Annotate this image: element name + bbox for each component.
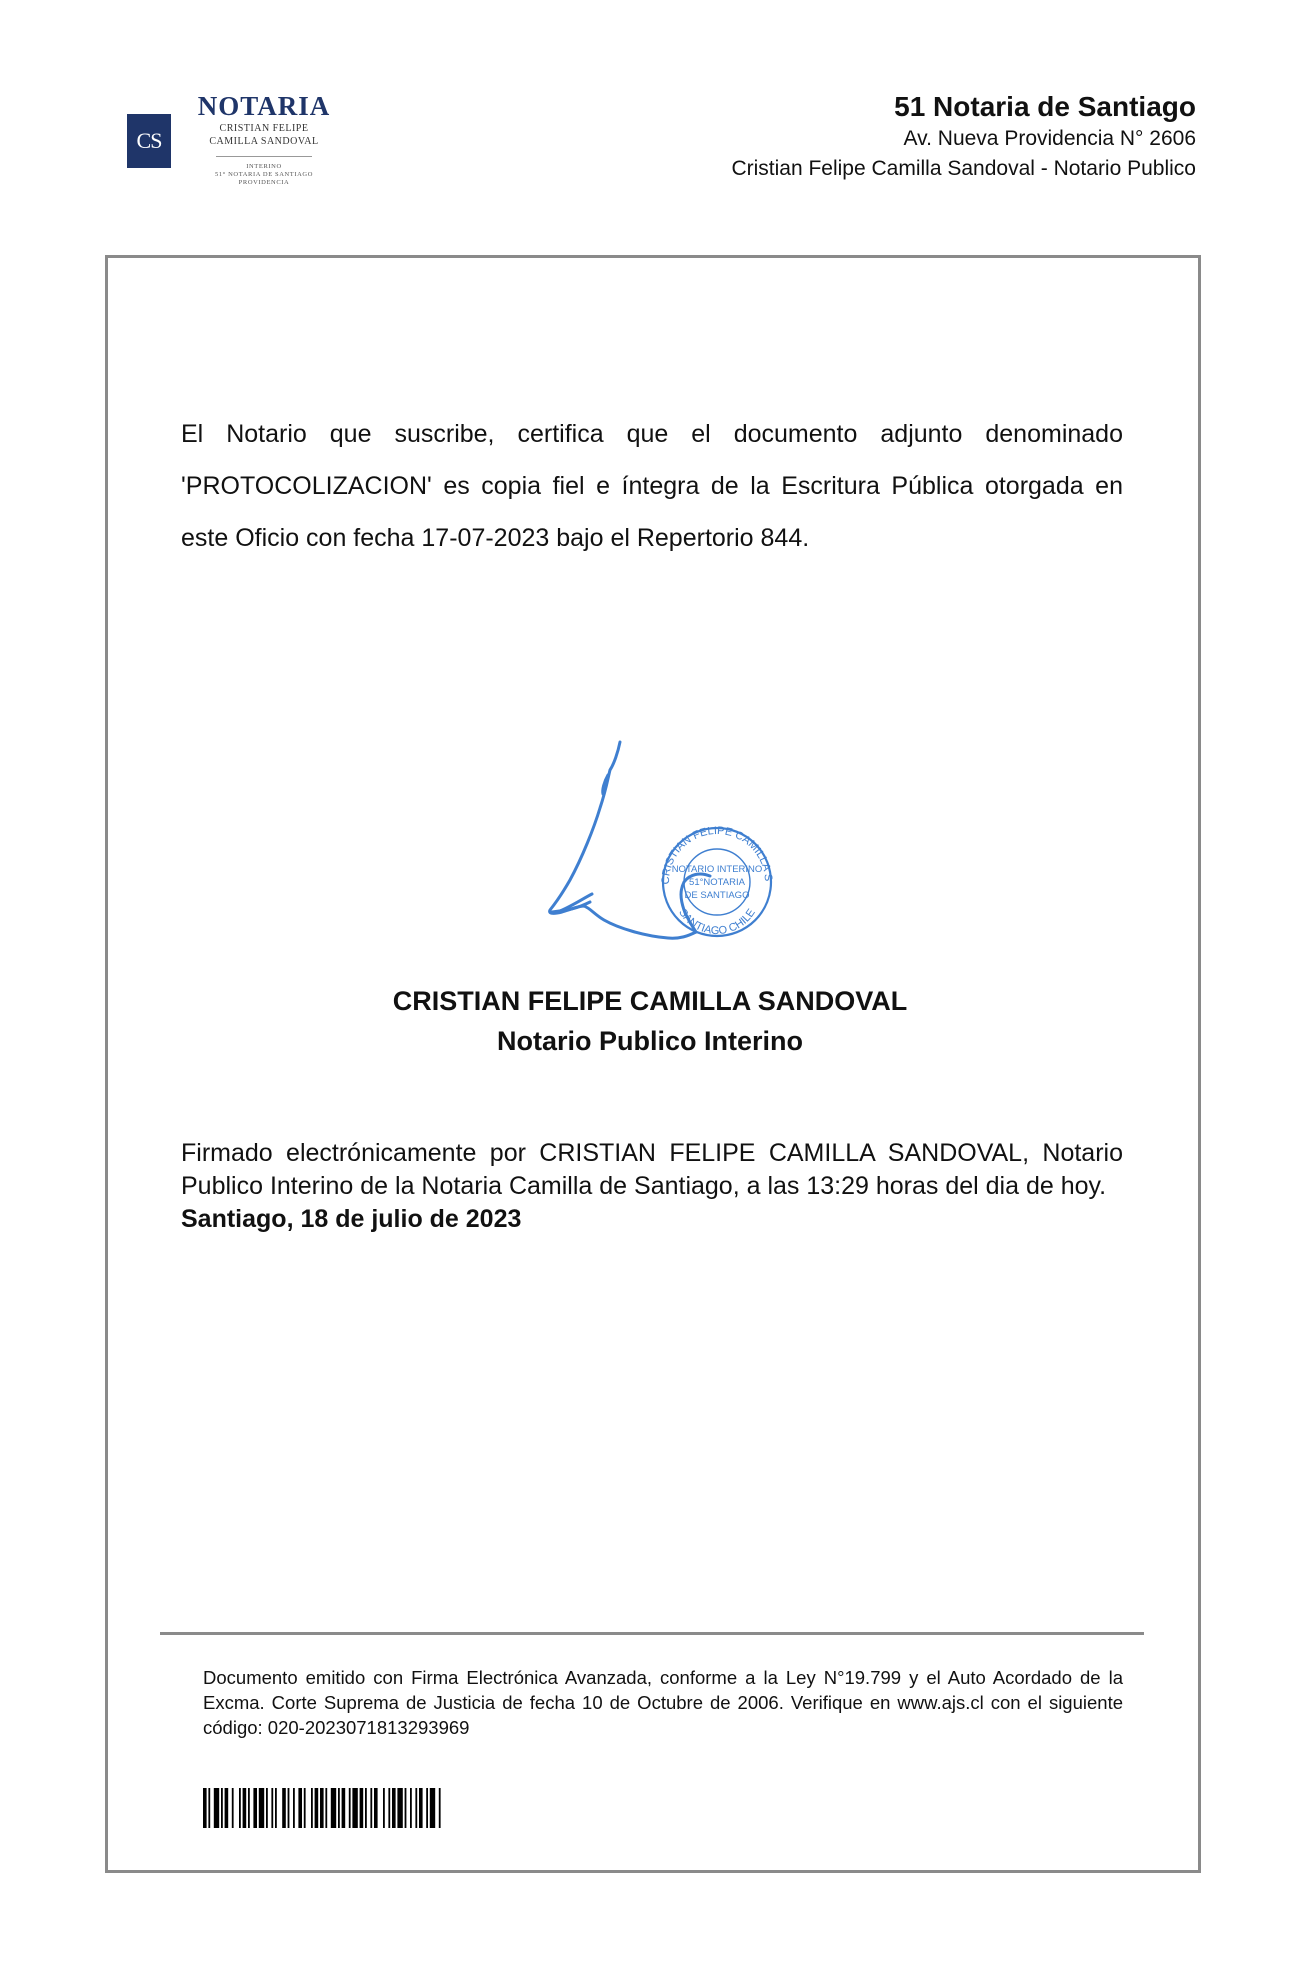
barcode-bar [275,1788,277,1828]
footer-divider [160,1632,1144,1635]
barcode-bar [397,1788,402,1828]
barcode-bar [426,1788,428,1828]
barcode-bar [243,1788,247,1828]
barcode-bar [271,1788,273,1828]
barcode-bar [320,1788,324,1828]
barcode-bar [352,1788,357,1828]
barcode-bar [232,1788,234,1828]
notaria-logo [127,90,347,200]
barcode-bar [349,1788,351,1828]
barcode-bar [405,1788,407,1828]
barcode-bar [342,1788,346,1828]
barcode-bar [248,1788,250,1828]
barcode-bar [383,1788,385,1828]
logo-divider [216,156,312,157]
signer-role: Notario Publico Interino [496,1026,803,1056]
barcode-bar [315,1788,319,1828]
header-address: Av. Nueva Providencia N° 2606 [903,127,1196,150]
barcode-bar [419,1788,423,1828]
barcode-bar [388,1788,390,1828]
barcode-bar [221,1788,223,1828]
barcode-bar [239,1788,241,1828]
barcode-bar [214,1788,219,1828]
verification-footer: Documento emitido con Firma Electrónica Avanzada, conforme a la Ley N°19.799 y el Auto Acordado de la Excma. Corte Suprema de Justicia de fecha 10 de Octubre de 2006. Verifique en www.ajs.cl con el siguiente código: 020-2023071813293969 [203,1667,1123,1738]
barcode-bar [253,1788,257,1828]
barcode-bar [266,1788,268,1828]
barcode-bar [282,1788,286,1828]
signature-and-stamp [520,730,800,960]
barcode-bar [203,1788,207,1828]
stamp-line3: DE SANTIAGO [684,890,750,901]
place-and-date: Santiago, 18 de julio de 2023 [181,1205,522,1233]
electronic-signature-note [181,1137,1123,1236]
logo-name-line2: CAMILLA SANDOVAL [209,136,319,147]
barcode-bar [430,1788,435,1828]
logo-name-line1: CRISTIAN FELIPE [219,123,309,134]
stamp-ring-bottom: SANTIAGO CHILE [676,906,758,938]
barcode [203,1788,509,1828]
barcode-bar [338,1788,340,1828]
logo-title: NOTARIA [197,91,331,121]
barcode-bar [325,1788,327,1828]
header-notary: Cristian Felipe Camilla Sandoval - Notario Publico [731,157,1196,180]
barcode-bar [392,1788,396,1828]
barcode-bar [365,1788,367,1828]
barcode-bar [410,1788,412,1828]
barcode-bar [374,1788,378,1828]
signer-name: CRISTIAN FELIPE CAMILLA SANDOVAL [392,986,908,1016]
logo-small-line1: INTERINO [246,163,282,170]
barcode-bar [293,1788,295,1828]
barcode-bar [225,1788,229,1828]
logo-monogram: CS [127,114,171,168]
barcode-bar [415,1788,417,1828]
document-header [731,90,1196,184]
barcode-bar [331,1788,336,1828]
barcode-bar [370,1788,372,1828]
header-title: 51 Notaria de Santiago [894,91,1196,122]
logo-text [179,90,349,187]
barcode-bar [298,1788,302,1828]
barcode-bar [288,1788,290,1828]
stamp-line1: NOTARIO INTERINO [671,864,763,875]
stamp-line2: 51°NOTARIA [689,877,745,888]
barcode-bar [208,1788,210,1828]
logo-small-line3: PROVIDENCIA [238,179,290,186]
barcode-bar [439,1788,441,1828]
signature-statement: Firmado electrónicamente por CRISTIAN FELIPE CAMILLA SANDOVAL, Notario Publico Interino de la Notaria Camilla de Santiago, a las 13:29 horas del dia de hoy. [181,1139,1123,1200]
barcode-bar [360,1788,364,1828]
barcode-bar [259,1788,264,1828]
logo-small-line2: 51° NOTARIA DE SANTIAGO [214,171,314,178]
certification-text: El Notario que suscribe, certifica que el documento adjunto denominado 'PROTOCOLIZACION' es copia fiel e íntegra de la Escritura Pública otorgada en este Oficio con fecha 17-07-2023 bajo el Repertorio 844. [181,420,1123,552]
barcode-bar [304,1788,306,1828]
barcode-bar [311,1788,313,1828]
stamp-ring-top: CRISTIAN FELIPE CAMILLA S [659,824,775,885]
